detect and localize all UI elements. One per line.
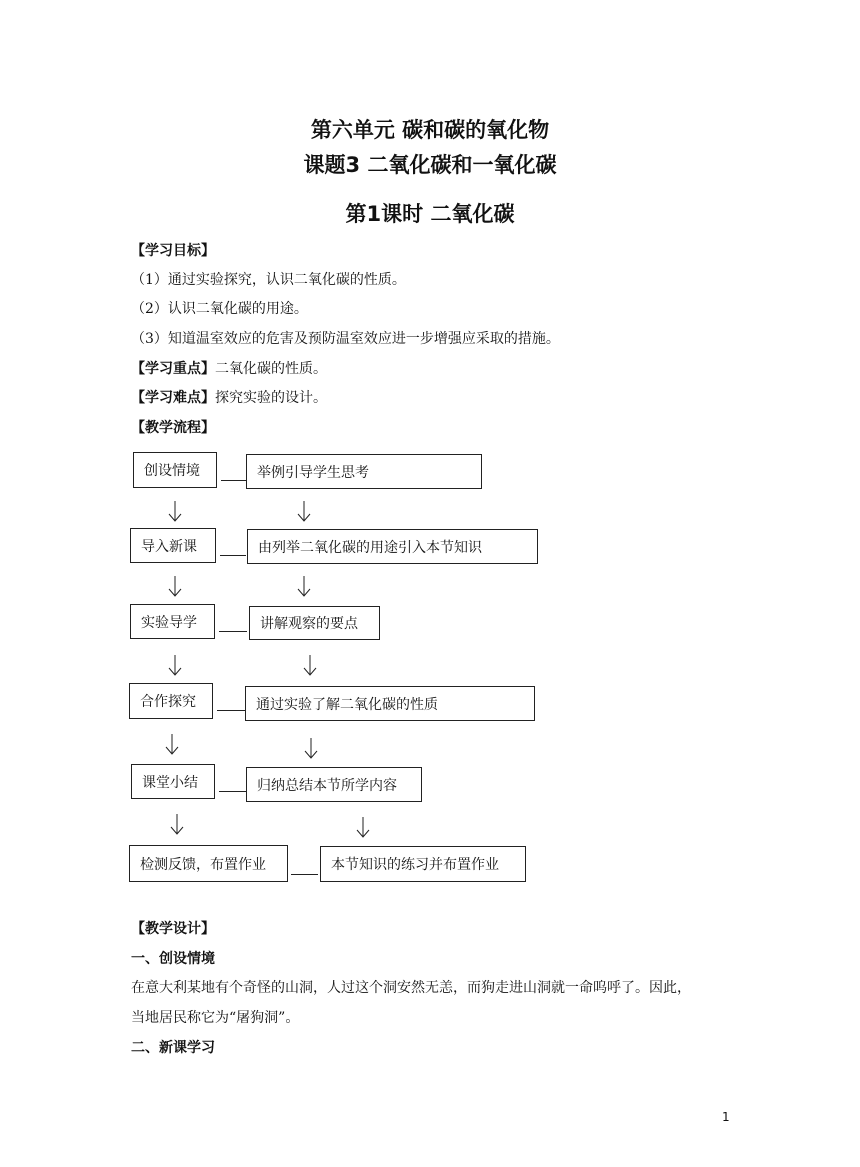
activity-box: 归纳总结本节所学内容: [246, 767, 422, 802]
paragraph-line: 当地居民称它为“屠狗洞”。: [131, 1010, 300, 1026]
down-arrow-icon: [168, 501, 182, 523]
connector-line: [221, 480, 246, 481]
objective-item: （1）通过实验探究，认识二氧化碳的性质。: [131, 272, 406, 288]
down-arrow-icon: [168, 655, 182, 677]
key-point-text: 二氧化碳的性质。: [215, 361, 327, 377]
activity-box: 本节知识的练习并布置作业: [320, 846, 526, 882]
period-title: 第1课时 二氧化碳: [345, 202, 515, 226]
activity-box: 讲解观察的要点: [249, 606, 380, 640]
down-arrow-icon: [304, 738, 318, 760]
connector-line: [217, 710, 245, 711]
down-arrow-icon: [165, 734, 179, 756]
unit-title: 第六单元 碳和碳的氧化物: [310, 118, 550, 142]
difficult-point-label: 【学习难点】: [131, 390, 215, 406]
activity-box: 由列举二氧化碳的用途引入本节知识: [247, 529, 538, 564]
objective-item: （2）认识二氧化碳的用途。: [131, 301, 308, 317]
stage-box: 检测反馈，布置作业: [129, 845, 288, 882]
design-heading: 【教学设计】: [131, 921, 215, 937]
section-heading: 一、创设情境: [131, 951, 215, 967]
connector-line: [219, 791, 246, 792]
connector-line: [220, 555, 246, 556]
connector-line: [219, 631, 247, 632]
section-heading: 二、新课学习: [131, 1040, 215, 1056]
activity-box: 举例引导学生思考: [246, 454, 482, 489]
connector-line: [291, 874, 318, 875]
down-arrow-icon: [303, 655, 317, 677]
down-arrow-icon: [297, 576, 311, 598]
page-number: 1: [722, 1110, 730, 1124]
activity-box: 通过实验了解二氧化碳的性质: [245, 686, 535, 721]
stage-box: 创设情境: [133, 452, 217, 488]
key-point-label: 【学习重点】: [131, 361, 215, 377]
difficult-point-text: 探究实验的设计。: [215, 390, 327, 406]
difficult-point: [131, 387, 327, 407]
objective-item: （3）知道温室效应的危害及预防温室效应进一步增强应采取的措施。: [131, 331, 560, 347]
stage-box: 合作探究: [129, 683, 213, 719]
stage-box: 导入新课: [130, 528, 216, 563]
down-arrow-icon: [297, 501, 311, 523]
lesson-title: 课题3 二氧化碳和一氧化碳: [303, 153, 557, 177]
down-arrow-icon: [170, 814, 184, 836]
down-arrow-icon: [168, 576, 182, 598]
key-point: [131, 358, 327, 378]
paragraph-line: 在意大利某地有个奇怪的山洞，人过这个洞安然无恙，而狗走进山洞就一命呜呼了。因此，: [131, 980, 691, 996]
objectives-heading: 【学习目标】: [131, 243, 215, 259]
flow-heading: 【教学流程】: [131, 420, 215, 436]
down-arrow-icon: [356, 817, 370, 839]
stage-box: 实验导学: [130, 604, 215, 639]
stage-box: 课堂小结: [131, 764, 215, 799]
